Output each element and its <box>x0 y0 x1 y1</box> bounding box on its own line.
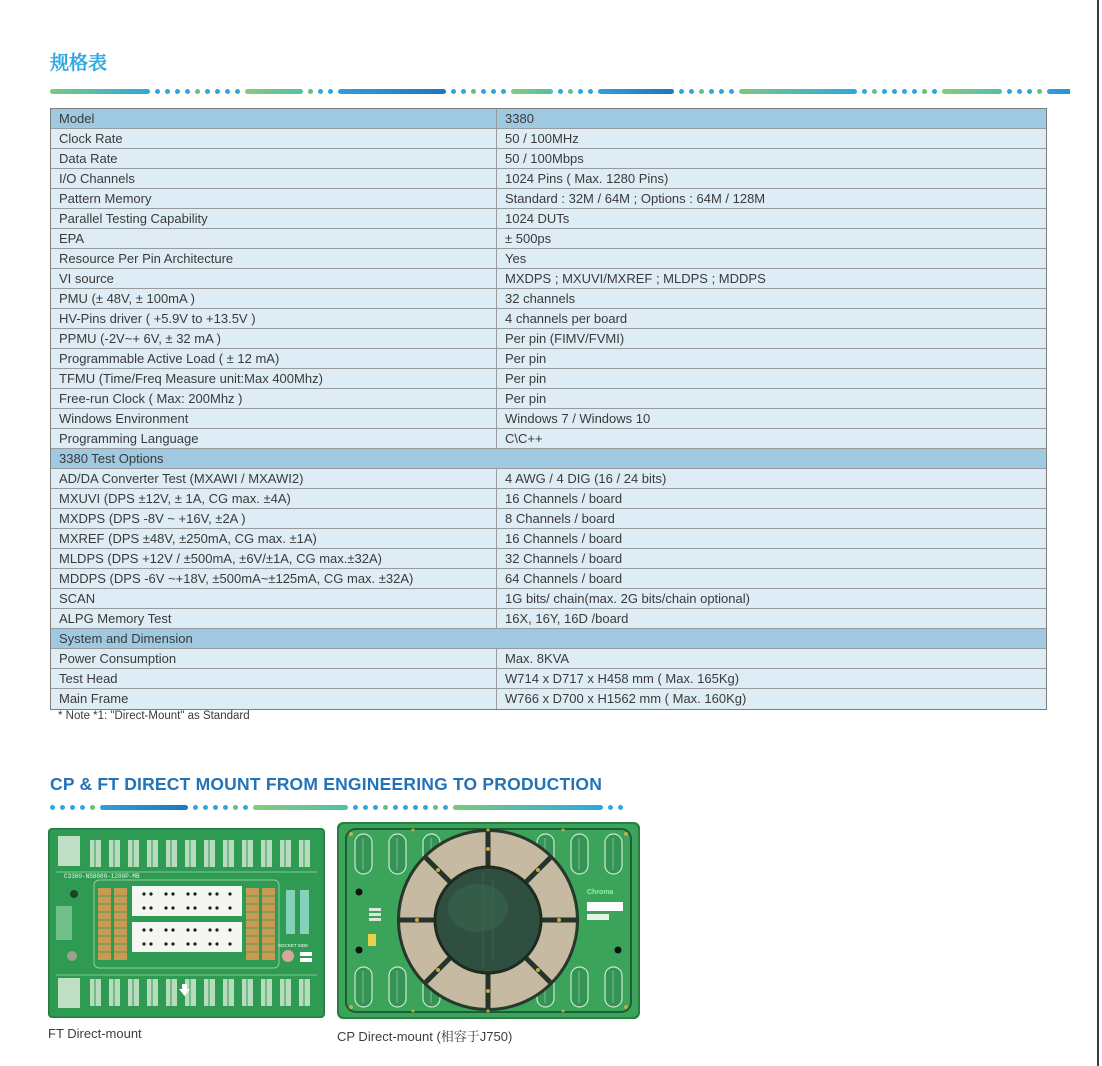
divider-dot <box>203 805 208 810</box>
divider-dot <box>155 89 160 94</box>
direct-mount-section-title: CP & FT DIRECT MOUNT FROM ENGINEERING TO PRODUCTION <box>50 774 603 794</box>
ft-direct-mount-image <box>48 828 325 1018</box>
spec-section-title: 规格表 <box>50 53 108 74</box>
ft-silkscreen-text: C3380-NS8080-1280P-MB <box>64 873 140 880</box>
divider-dot <box>175 89 180 94</box>
divider-dot <box>882 89 887 94</box>
divider-dot <box>243 805 248 810</box>
row-value: 50 / 100Mbps <box>505 151 584 166</box>
divider-dot <box>922 89 927 94</box>
row-value: 32 Channels / board <box>505 551 623 566</box>
row-label: Programming Language <box>51 429 497 448</box>
divider-dot <box>60 805 65 810</box>
row-label: Model <box>51 109 497 128</box>
table-row <box>51 309 1046 329</box>
row-label: PPMU (-2V~+ 6V, ± 32 mA ) <box>51 329 497 348</box>
row-value: Per pin <box>505 371 547 386</box>
divider-dot <box>233 805 238 810</box>
row-value: 1024 DUTs <box>505 211 570 226</box>
divider-dot <box>699 89 704 94</box>
divider-dot <box>709 89 714 94</box>
divider-dot <box>578 89 583 94</box>
table-footnote: * Note *1: "Direct-Mount" as Standard <box>58 710 250 722</box>
table-row <box>51 149 1046 169</box>
table-row <box>51 229 1046 249</box>
divider-dot <box>451 89 456 94</box>
table-row <box>51 129 1046 149</box>
divider-dot <box>353 805 358 810</box>
row-label: Clock Rate <box>51 129 497 148</box>
row-value: 1024 Pins ( Max. 1280 Pins) <box>505 171 669 186</box>
divider-dot <box>501 89 506 94</box>
row-value: 16 Channels / board <box>505 491 623 506</box>
row-value: 64 Channels / board <box>505 571 623 586</box>
divider-dot <box>558 89 563 94</box>
divider-dot <box>862 89 867 94</box>
table-row <box>51 589 1046 609</box>
divider-dot <box>471 89 476 94</box>
divider-dot <box>892 89 897 94</box>
row-label: Main Frame <box>51 689 497 709</box>
divider-bar <box>453 805 603 810</box>
row-value: 8 Channels / board <box>505 511 615 526</box>
divider-dot <box>608 805 613 810</box>
row-value: 32 channels <box>505 291 576 306</box>
row-label: Windows Environment <box>51 409 497 428</box>
ft-caption: FT Direct-mount <box>48 1026 142 1041</box>
table-row <box>51 549 1046 569</box>
divider-bar <box>253 805 348 810</box>
divider-dot <box>872 89 877 94</box>
divider-dot <box>902 89 907 94</box>
divider-dot <box>215 89 220 94</box>
table-row <box>51 269 1046 289</box>
table-row <box>51 429 1046 449</box>
divider-dot <box>373 805 378 810</box>
row-label: Free-run Clock ( Max: 200Mhz ) <box>51 389 497 408</box>
row-value: ± 500ps <box>505 231 552 246</box>
divider-dot <box>461 89 466 94</box>
divider-bar <box>50 89 150 94</box>
divider-dot <box>308 89 313 94</box>
row-label: PMU (± 48V, ± 100mA ) <box>51 289 497 308</box>
row-label: HV-Pins driver ( +5.9V to +13.5V ) <box>51 309 497 328</box>
table-row <box>51 489 1046 509</box>
table-row <box>51 569 1046 589</box>
divider-dot <box>363 805 368 810</box>
row-value: C\C++ <box>505 431 543 446</box>
divider-bar <box>245 89 303 94</box>
table-row <box>51 649 1046 669</box>
divider-dot <box>80 805 85 810</box>
row-value: Yes <box>505 251 527 266</box>
dotted-divider-2 <box>50 804 628 811</box>
row-value: 1G bits/ chain(max. 2G bits/chain optional) <box>505 591 750 606</box>
row-label: System and Dimension <box>59 631 193 646</box>
row-value: Per pin <box>505 391 547 406</box>
row-label: Resource Per Pin Architecture <box>51 249 497 268</box>
row-value: 16X, 16Y, 16D /board <box>505 611 629 626</box>
row-value: Standard : 32M / 64M ; Options : 64M / 128M <box>505 191 766 206</box>
row-value: MXDPS ; MXUVI/MXREF ; MLDPS ; MDDPS <box>505 271 766 286</box>
row-label: TFMU (Time/Freq Measure unit:Max 400Mhz) <box>51 369 497 388</box>
table-row <box>51 169 1046 189</box>
dotted-divider <box>50 88 1070 95</box>
row-label: EPA <box>51 229 497 248</box>
divider-dot <box>70 805 75 810</box>
divider-dot <box>433 805 438 810</box>
divider-dot <box>193 805 198 810</box>
row-label: Data Rate <box>51 149 497 168</box>
row-label: Parallel Testing Capability <box>51 209 497 228</box>
divider-bar <box>511 89 553 94</box>
divider-dot <box>1007 89 1012 94</box>
divider-dot <box>225 89 230 94</box>
row-label: SCAN <box>51 589 497 608</box>
divider-dot <box>689 89 694 94</box>
row-label: Test Head <box>51 669 497 688</box>
divider-bar <box>1047 89 1070 94</box>
row-label: MXREF (DPS ±48V, ±250mA, CG max. ±1A) <box>51 529 497 548</box>
row-value: W766 x D700 x H1562 mm ( Max. 160Kg) <box>505 691 747 706</box>
row-label: MXDPS (DPS -8V ~ +16V, ±2A ) <box>51 509 497 528</box>
divider-dot <box>403 805 408 810</box>
row-label: Pattern Memory <box>51 189 497 208</box>
divider-bar <box>598 89 674 94</box>
row-value: 50 / 100MHz <box>505 131 579 146</box>
cp-pogo-ring <box>398 830 578 1010</box>
row-value: 4 AWG / 4 DIG (16 / 24 bits) <box>505 471 667 486</box>
divider-dot <box>1037 89 1042 94</box>
table-row <box>51 369 1046 389</box>
row-label: Programmable Active Load ( ± 12 mA) <box>51 349 497 368</box>
page-right-border <box>1097 0 1099 1066</box>
divider-dot <box>912 89 917 94</box>
divider-dot <box>618 805 623 810</box>
table-row <box>51 509 1046 529</box>
row-label: MDDPS (DPS -6V ~+18V, ±500mA~±125mA, CG max. ±32A) <box>51 569 497 588</box>
row-label: I/O Channels <box>51 169 497 188</box>
divider-dot <box>90 805 95 810</box>
divider-dot <box>729 89 734 94</box>
divider-dot <box>932 89 937 94</box>
table-row <box>51 289 1046 309</box>
table-row <box>51 609 1046 629</box>
divider-dot <box>588 89 593 94</box>
cp-logo-text: Chroma <box>587 889 614 896</box>
divider-dot <box>328 89 333 94</box>
divider-dot <box>568 89 573 94</box>
section-row <box>51 449 1046 469</box>
row-value: 4 channels per board <box>505 311 628 326</box>
table-row <box>51 409 1046 429</box>
divider-bar <box>100 805 188 810</box>
divider-dot <box>318 89 323 94</box>
row-value: 3380 <box>505 111 534 126</box>
divider-dot <box>443 805 448 810</box>
divider-dot <box>50 805 55 810</box>
divider-dot <box>185 89 190 94</box>
table-row <box>51 249 1046 269</box>
row-value: Max. 8KVA <box>505 651 570 666</box>
divider-dot <box>213 805 218 810</box>
cp-caption: CP Direct-mount (相容于J750) <box>337 1029 513 1044</box>
row-label: ALPG Memory Test <box>51 609 497 628</box>
table-row <box>51 189 1046 209</box>
row-label: VI source <box>51 269 497 288</box>
divider-dot <box>1017 89 1022 94</box>
table-row <box>51 389 1046 409</box>
ft-socket-side-label: SOCKET SIDE <box>278 943 309 948</box>
table-row <box>51 529 1046 549</box>
divider-dot <box>491 89 496 94</box>
divider-dot <box>423 805 428 810</box>
table-row <box>51 469 1046 489</box>
divider-bar <box>942 89 1002 94</box>
row-value: Windows 7 / Windows 10 <box>505 411 651 426</box>
row-label: MLDPS (DPS +12V / ±500mA, ±6V/±1A, CG max.±32A) <box>51 549 497 568</box>
divider-dot <box>235 89 240 94</box>
divider-dot <box>205 89 210 94</box>
table-row <box>51 109 1046 129</box>
table-row <box>51 669 1046 689</box>
table-row <box>51 209 1046 229</box>
row-value: W714 x D717 x H458 mm ( Max. 165Kg) <box>505 671 740 686</box>
table-row <box>51 689 1046 709</box>
row-label: MXUVI (DPS ±12V, ± 1A, CG max. ±4A) <box>51 489 497 508</box>
divider-dot <box>1027 89 1032 94</box>
row-label: Power Consumption <box>51 649 497 668</box>
table-row <box>51 329 1046 349</box>
divider-dot <box>195 89 200 94</box>
divider-dot <box>481 89 486 94</box>
row-value: Per pin <box>505 351 547 366</box>
divider-dot <box>383 805 388 810</box>
divider-bar <box>739 89 857 94</box>
cp-direct-mount-image <box>337 822 640 1019</box>
divider-dot <box>393 805 398 810</box>
divider-dot <box>165 89 170 94</box>
divider-dot <box>413 805 418 810</box>
divider-dot <box>223 805 228 810</box>
section-row <box>51 629 1046 649</box>
divider-dot <box>719 89 724 94</box>
row-label: 3380 Test Options <box>59 451 164 466</box>
row-label: AD/DA Converter Test (MXAWI / MXAWI2) <box>51 469 497 488</box>
spec-table <box>50 108 1047 710</box>
row-value: Per pin (FIMV/FVMI) <box>505 331 625 346</box>
table-row <box>51 349 1046 369</box>
divider-dot <box>679 89 684 94</box>
row-value: 16 Channels / board <box>505 531 623 546</box>
divider-bar <box>338 89 446 94</box>
